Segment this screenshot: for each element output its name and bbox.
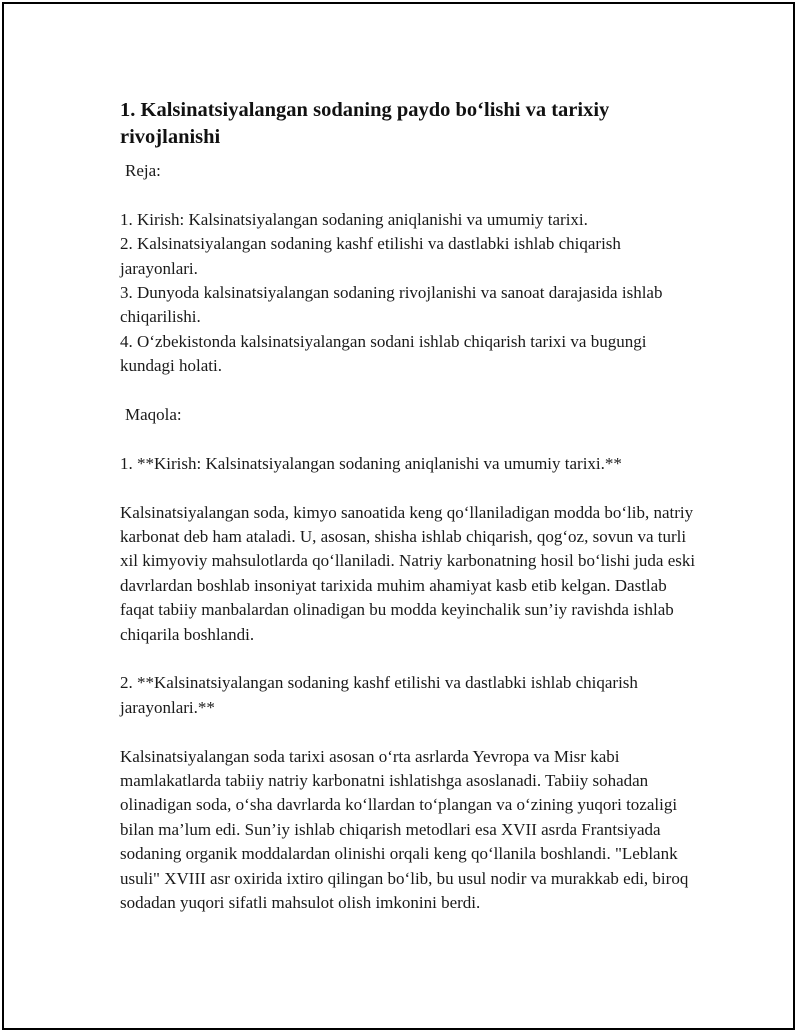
plan-label: Reja: — [125, 161, 161, 180]
section-2-heading: 2. **Kalsinatsiyalangan sodaning kashf etilishi va dastlabki ishlab chiqarish jarayonlari.** — [120, 673, 638, 717]
plan-item: 1. Kirish: Kalsinatsiyalangan sodaning aniqlanishi va umumiy tarixi. — [120, 209, 588, 229]
spacer — [120, 183, 700, 207]
section-1-heading: 1. **Kirish: Kalsinatsiyalangan sodaning aniqlanishi va umumiy tarixi.** — [120, 453, 622, 473]
spacer — [120, 476, 700, 500]
section-1-body: Kalsinatsiyalangan soda, kimyo sanoatida keng qo‘llaniladigan modda bo‘lib, natriy karbonat deb ham ataladi. U, asosan, shisha ishlab chiqarish, qog‘oz, sovun va turli xil kimyoviy mahsulotlarda qo‘llaniladi. Natriy karbonatning hosil bo‘lishi juda eski davrlardan boshlab insoniyat tarixida muhim ahamiyat kasb etib kelgan. Dastlab faqat tabiiy manbalardan olinadigan bu modda keyinchalik sun’iy ravishda ishlab chiqarila boshlandi. — [120, 502, 696, 644]
document-content — [120, 97, 700, 916]
plan-item: 3. Dunyoda kalsinatsiyalangan sodaning rivojlanishi va sanoat darajasida ishlab chiqarilishi. — [120, 283, 663, 327]
plan-list — [120, 208, 700, 379]
section-2-body: Kalsinatsiyalangan soda tarixi asosan o‘rta asrlarda Yevropa va Misr kabi mamlakatlarda tabiiy natriy karbonatni ishlatishga asoslanadi. Tabiiy sohadan olinadigan soda, o‘sha davrlarda ko‘llardan to‘plangan va o‘zining yuqori tozaligi bilan ma’lum edi. Sun’iy ishlab chiqarish metodlari esa XVII asrda Frantsiyada sodaning organik moddalardan olinishi orqali keng qo‘llanila boshlandi. "Leblank usuli" XVIII asr oxirida ixtiro qilingan bo‘lib, bu usul nodir va murakkab edi, biroq sodadan yuqori sifatli mahsulot olish imkonini berdi. — [120, 746, 689, 913]
spacer — [120, 647, 700, 671]
spacer — [120, 720, 700, 744]
page-frame — [2, 2, 795, 1030]
document-title: 1. Kalsinatsiyalangan sodaning paydo bo‘lishi va tarixiy rivojlanishi — [120, 99, 610, 148]
plan-item: 4. O‘zbekistonda kalsinatsiyalangan sodani ishlab chiqarish tarixi va bugungi kundagi holati. — [120, 331, 647, 376]
article-label: Maqola: — [125, 405, 182, 425]
spacer — [120, 379, 700, 403]
plan-item: 2. Kalsinatsiyalangan sodaning kashf etilishi va dastlabki ishlab chiqarish jarayonlari. — [120, 234, 621, 278]
spacer — [120, 427, 700, 451]
